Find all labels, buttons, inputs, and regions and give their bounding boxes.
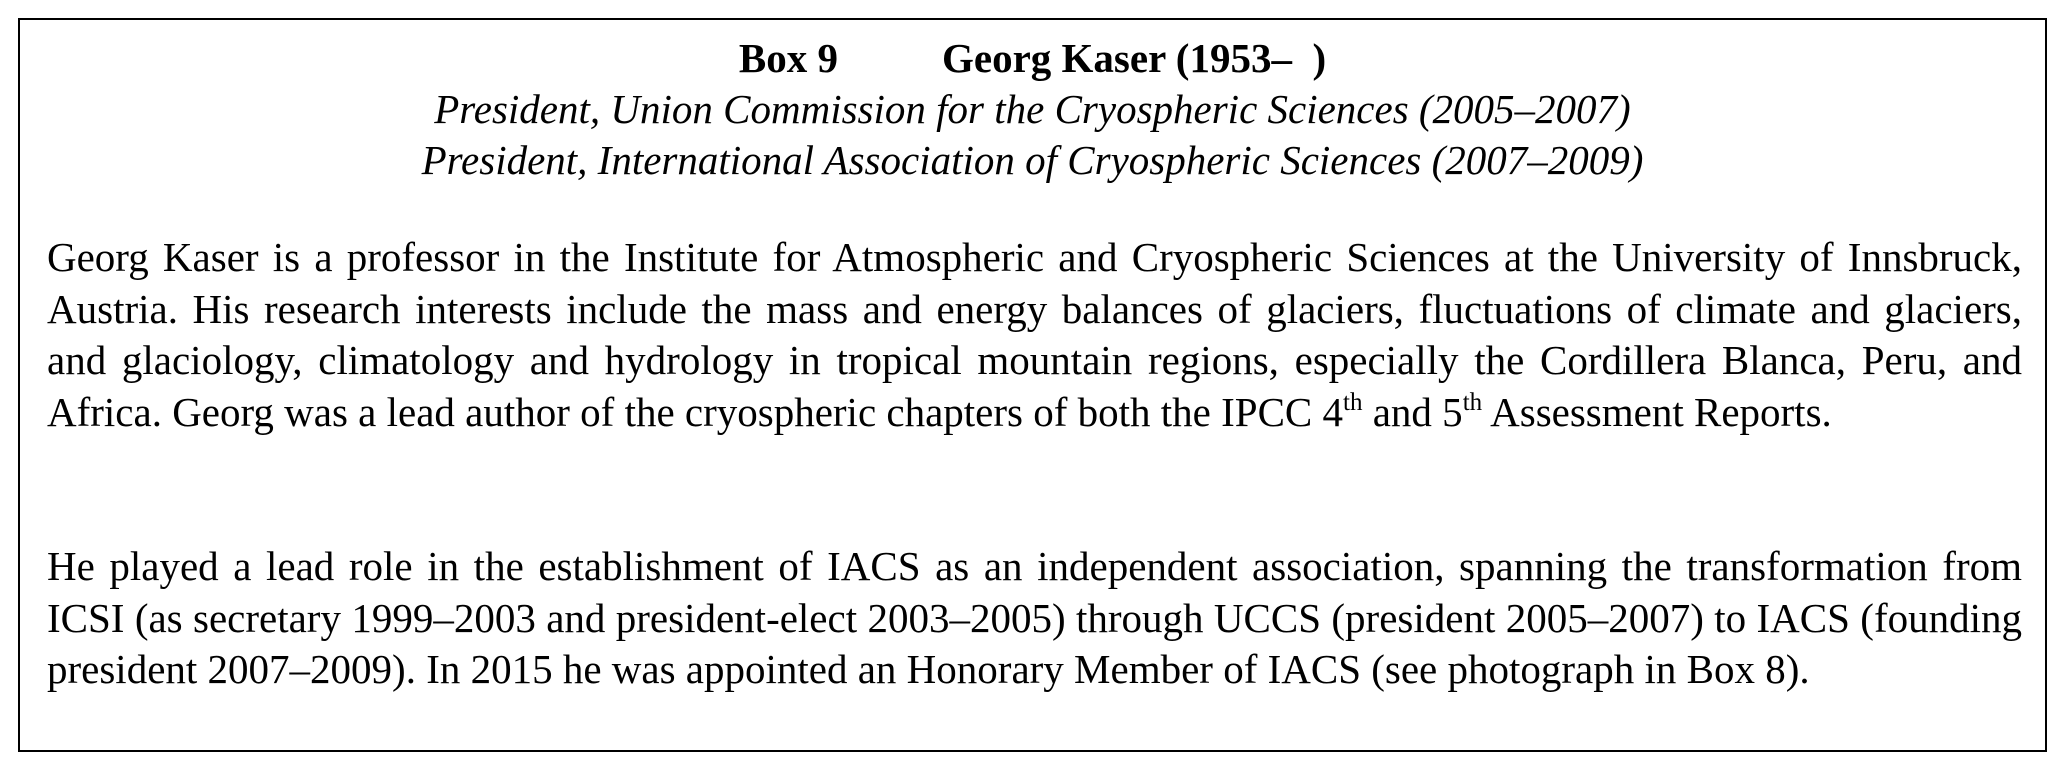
role-line-1: President, Union Commission for the Cryospheric Sciences (2005–2007) bbox=[434, 86, 1631, 132]
biography-paragraph-1 bbox=[47, 232, 2022, 438]
person-name: Georg Kaser (1953– ) bbox=[942, 35, 1327, 81]
biography-paragraph-2: He played a lead role in the establishment of IACS as an independent association, spanning the transformation from ICSI (as secretary 1999–2003 and president-elect 2003–2005) through UCCS (president 2005–2007) to IACS (founding president 2007–2009). In 2015 he was appointed an Honorary Member of IACS (see photograph in Box 8). bbox=[47, 543, 2022, 692]
box-title bbox=[20, 32, 2045, 84]
box-label: Box 9 bbox=[738, 35, 838, 81]
ordinal-suffix-2: th bbox=[1462, 388, 1483, 416]
box-header bbox=[20, 32, 2045, 186]
ordinal-suffix-1: th bbox=[1343, 388, 1363, 416]
role-line-2: President, International Association of Cryospheric Sciences (2007–2009) bbox=[421, 137, 1644, 183]
biography-box bbox=[18, 18, 2047, 752]
paragraph-1-text-c: Assessment Reports. bbox=[1482, 388, 1832, 435]
paragraph-1-text-a: Georg Kaser is a professor in the Institute for Atmospheric and Cryospheric Sciences at the University of Innsbruck, Austria. His research interests include the mass and energy balances of glaciers, fluctuations of climate and glaciers, and glaciology, climatology and hydrology in tropical mountain regions, especially the Cordillera Blanca, Peru, and Africa. Georg was a lead author of the cryospheric chapters of both the IPCC 4 bbox=[47, 234, 2022, 435]
paragraph-1-text-b: and 5 bbox=[1362, 388, 1463, 435]
